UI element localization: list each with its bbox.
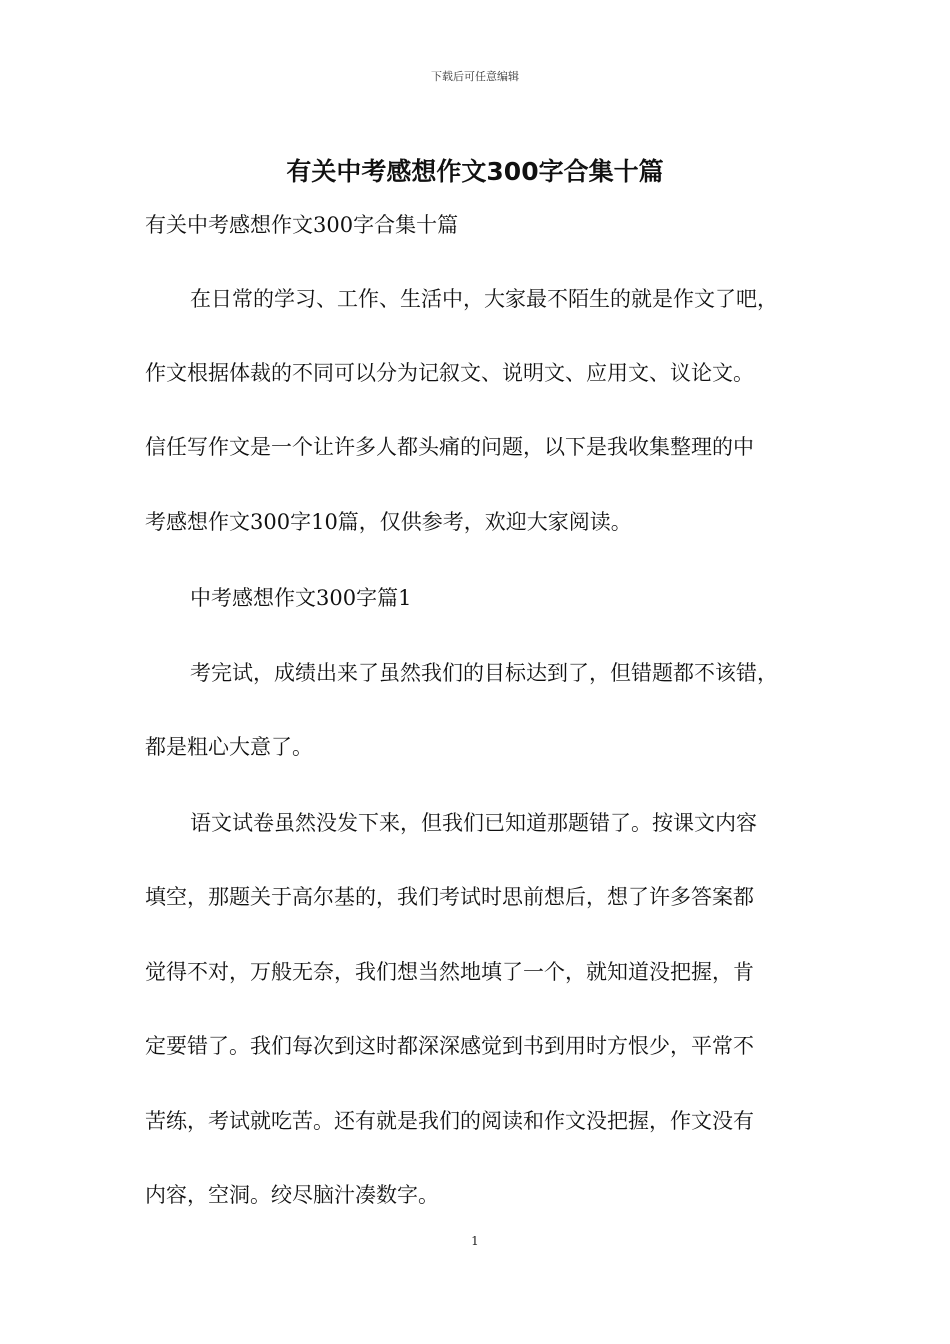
paragraph-line: 觉得不对，万般无奈，我们想当然地填了一个，就知道没把握，肯	[145, 960, 754, 984]
subtitle-line: 有关中考感想作文300字合集十篇	[145, 213, 459, 237]
paragraph-line: 都是粗心大意了。	[145, 735, 313, 759]
page-number: 1	[471, 1234, 479, 1248]
paragraph-line: 苦练，考试就吃苦。还有就是我们的阅读和作文没把握，作文没有	[145, 1109, 754, 1133]
paragraph-line: 语文试卷虽然没发下来，但我们已知道那题错了。按课文内容	[190, 811, 757, 835]
paragraph-line: 填空，那题关于高尔基的，我们考试时思前想后，想了许多答案都	[145, 885, 754, 909]
section-heading: 中考感想作文300字篇1	[190, 586, 412, 610]
paragraph-line: 信任写作文是一个让许多人都头痛的问题，以下是我收集整理的中	[145, 435, 754, 459]
page-header: 下载后可任意编辑	[431, 70, 519, 83]
paragraph-line: 考完试，成绩出来了虽然我们的目标达到了，但错题都不该错，	[190, 661, 778, 685]
paragraph-line: 考感想作文300字10篇，仅供参考，欢迎大家阅读。	[145, 510, 632, 534]
paragraph-line: 在日常的学习、工作、生活中，大家最不陌生的就是作文了吧，	[190, 287, 778, 311]
paragraph-line: 作文根据体裁的不同可以分为记叙文、说明文、应用文、议论文。	[145, 361, 754, 385]
paragraph-line: 定要错了。我们每次到这时都深深感觉到书到用时方恨少，平常不	[145, 1034, 754, 1058]
document-title: 有关中考感想作文300字合集十篇	[286, 157, 664, 186]
paragraph-line: 内容，空洞。绞尽脑汁凑数字。	[145, 1183, 439, 1207]
